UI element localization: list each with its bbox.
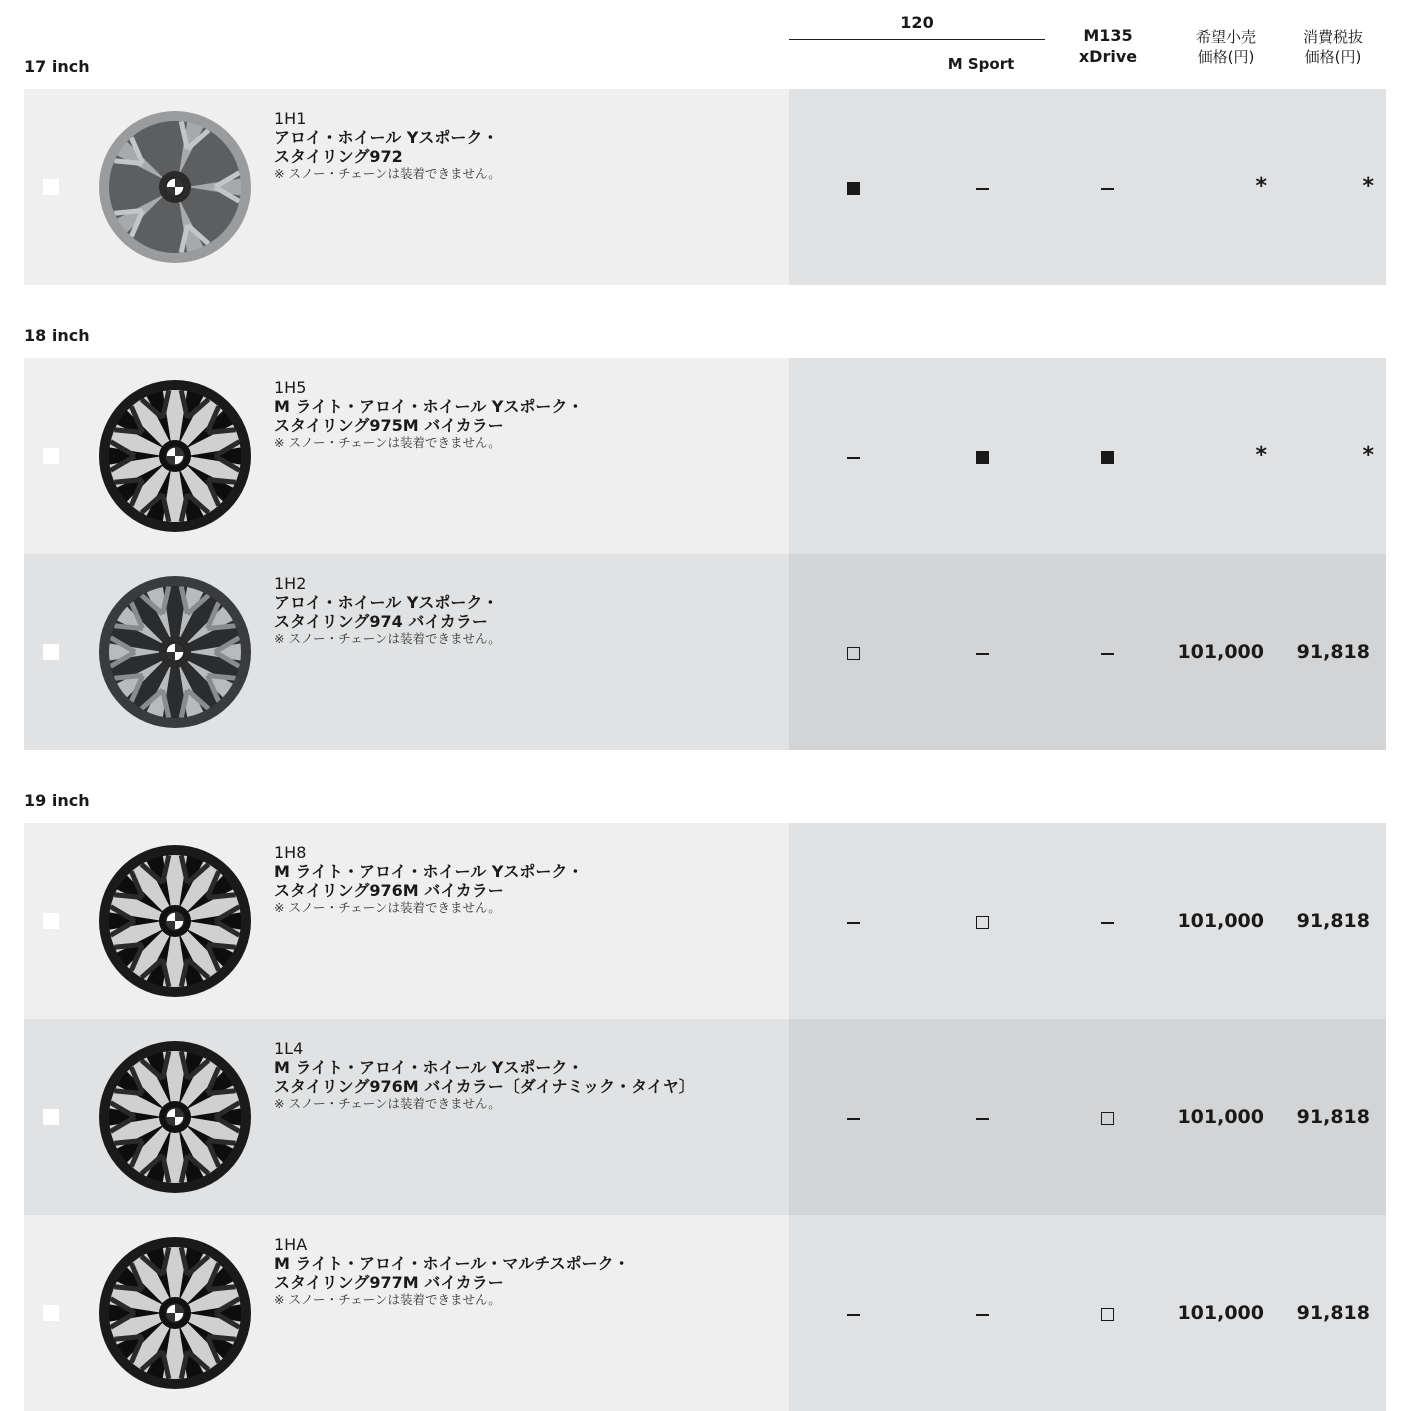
select-checkbox[interactable]	[43, 1305, 59, 1321]
option-marker	[847, 647, 860, 660]
availability-msport	[965, 442, 999, 470]
not-available-marker	[1101, 922, 1114, 924]
availability-msport	[965, 907, 999, 935]
section-title-18-inch: 18 inch	[24, 326, 90, 345]
wheel-description	[274, 574, 501, 647]
not-available-marker	[1101, 653, 1114, 655]
price-excl-tax	[1344, 442, 1374, 470]
snow-chain-note: ※ スノー・チェーンは装着できません。	[274, 1096, 501, 1111]
availability-m135	[1090, 442, 1124, 470]
option-code: 1H1	[274, 109, 307, 128]
snow-chain-note: ※ スノー・チェーンは装着できません。	[274, 631, 501, 646]
select-checkbox[interactable]	[43, 448, 59, 464]
retail-price	[1237, 442, 1267, 470]
wheel-description	[274, 378, 583, 451]
wheel-name-line2: スタイリング975M バイカラー	[274, 416, 504, 435]
wheel-description	[274, 1039, 695, 1112]
not-available-marker	[976, 653, 989, 655]
header-divider	[789, 39, 1045, 40]
wheel-name-line2: スタイリング976M バイカラー	[274, 881, 504, 900]
retail-price: 101,000	[1177, 641, 1264, 663]
not-available-marker	[847, 1314, 860, 1316]
availability-msport	[965, 638, 999, 666]
price-excl-tax: 91,818	[1296, 910, 1370, 932]
option-code: 1H5	[274, 378, 307, 397]
wheel-option-row-1h1	[24, 89, 1386, 285]
wheel-name-line1: アロイ・ホイール Yスポーク・	[274, 593, 499, 612]
wheel-image	[97, 574, 253, 730]
snow-chain-note: ※ スノー・チェーンは装着できません。	[274, 900, 501, 915]
snow-chain-note: ※ スノー・チェーンは装着できません。	[274, 435, 501, 450]
wheel-option-row-1h8	[24, 823, 1386, 1019]
column-header-msport: M Sport	[947, 55, 1015, 73]
price-excl-tax: 91,818	[1296, 1106, 1370, 1128]
availability-120	[836, 173, 870, 201]
price-asterisk: *	[1255, 443, 1267, 468]
not-available-marker	[847, 457, 860, 459]
availability-m135	[1090, 638, 1124, 666]
section-title-17-inch: 17 inch	[24, 57, 90, 76]
price-asterisk: *	[1362, 174, 1374, 199]
row-availability-panel	[789, 89, 1386, 285]
price-asterisk: *	[1362, 443, 1374, 468]
availability-msport	[965, 173, 999, 201]
wheel-image	[97, 843, 253, 999]
wheel-name-line1: M ライト・アロイ・ホイール Yスポーク・	[274, 397, 584, 416]
price-excl-tax: 91,818	[1296, 641, 1370, 663]
availability-120	[836, 638, 870, 666]
availability-msport	[965, 1299, 999, 1327]
section-title-19-inch: 19 inch	[24, 791, 90, 810]
wheel-name-line1: M ライト・アロイ・ホイール・マルチスポーク・	[274, 1254, 630, 1273]
column-header-120: 120	[900, 13, 934, 32]
retail-price	[1237, 173, 1267, 201]
wheel-image	[97, 1039, 253, 1195]
option-code: 1H8	[274, 843, 307, 862]
not-available-marker	[847, 1118, 860, 1120]
wheel-description	[274, 843, 583, 916]
not-available-marker	[976, 188, 989, 190]
wheel-name-line2: スタイリング977M バイカラー	[274, 1273, 504, 1292]
not-available-marker	[976, 1314, 989, 1316]
retail-price: 101,000	[1177, 910, 1264, 932]
price-excl-tax	[1344, 173, 1374, 201]
not-available-marker	[847, 922, 860, 924]
wheel-name-line1: M ライト・アロイ・ホイール Yスポーク・	[274, 1058, 584, 1077]
wheel-image	[97, 1235, 253, 1391]
column-header-price-excl-tax	[1283, 27, 1383, 67]
wheel-option-row-1h2	[24, 554, 1386, 750]
wheel-description	[274, 1235, 630, 1308]
wheel-image	[97, 109, 253, 265]
wheel-option-row-1l4	[24, 1019, 1386, 1215]
wheel-name-line1: アロイ・ホイール Yスポーク・	[274, 128, 499, 147]
standard-marker	[847, 182, 860, 195]
price-excl-tax: 91,818	[1296, 1302, 1370, 1324]
option-code: 1HA	[274, 1235, 308, 1254]
availability-120	[836, 1103, 870, 1131]
column-header-m135-line2: xDrive	[1078, 47, 1138, 66]
price-asterisk: *	[1255, 174, 1267, 199]
availability-120	[836, 442, 870, 470]
select-checkbox[interactable]	[43, 1109, 59, 1125]
column-header-retail-line1: 希望小売	[1195, 28, 1256, 46]
wheel-name-line2: スタイリング976M バイカラー〔ダイナミック・タイヤ〕	[274, 1077, 695, 1096]
column-header-m135-line1: M135	[1083, 26, 1133, 45]
not-available-marker	[976, 1118, 989, 1120]
standard-marker	[976, 451, 989, 464]
column-header-retail-line2: 価格(円)	[1197, 48, 1255, 66]
availability-m135	[1090, 1299, 1124, 1327]
option-marker	[1101, 1112, 1114, 1125]
availability-m135	[1090, 173, 1124, 201]
availability-m135	[1090, 907, 1124, 935]
wheel-name-line2: スタイリング974 バイカラー	[274, 612, 488, 631]
wheel-description	[274, 109, 501, 182]
availability-120	[836, 907, 870, 935]
option-marker	[1101, 1308, 1114, 1321]
wheel-name-line1: M ライト・アロイ・ホイール Yスポーク・	[274, 862, 584, 881]
select-checkbox[interactable]	[43, 179, 59, 195]
not-available-marker	[1101, 188, 1114, 190]
column-header-notax-line1: 消費税抜	[1302, 28, 1363, 46]
column-header-m135	[1058, 25, 1158, 67]
wheel-name-line2: スタイリング972	[274, 147, 403, 166]
availability-m135	[1090, 1103, 1124, 1131]
standard-marker	[1101, 451, 1114, 464]
availability-120	[836, 1299, 870, 1327]
select-checkbox[interactable]	[43, 913, 59, 929]
snow-chain-note: ※ スノー・チェーンは装着できません。	[274, 166, 501, 181]
column-header-retail-price	[1176, 27, 1276, 67]
select-checkbox[interactable]	[43, 644, 59, 660]
availability-msport	[965, 1103, 999, 1131]
wheel-image	[97, 378, 253, 534]
option-code: 1L4	[274, 1039, 304, 1058]
option-marker	[976, 916, 989, 929]
snow-chain-note: ※ スノー・チェーンは装着できません。	[274, 1292, 501, 1307]
retail-price: 101,000	[1177, 1106, 1264, 1128]
retail-price: 101,000	[1177, 1302, 1264, 1324]
wheel-option-row-1h5	[24, 358, 1386, 554]
option-code: 1H2	[274, 574, 307, 593]
wheel-option-row-1ha	[24, 1215, 1386, 1411]
row-availability-panel	[789, 358, 1386, 554]
column-header-notax-line2: 価格(円)	[1304, 48, 1362, 66]
